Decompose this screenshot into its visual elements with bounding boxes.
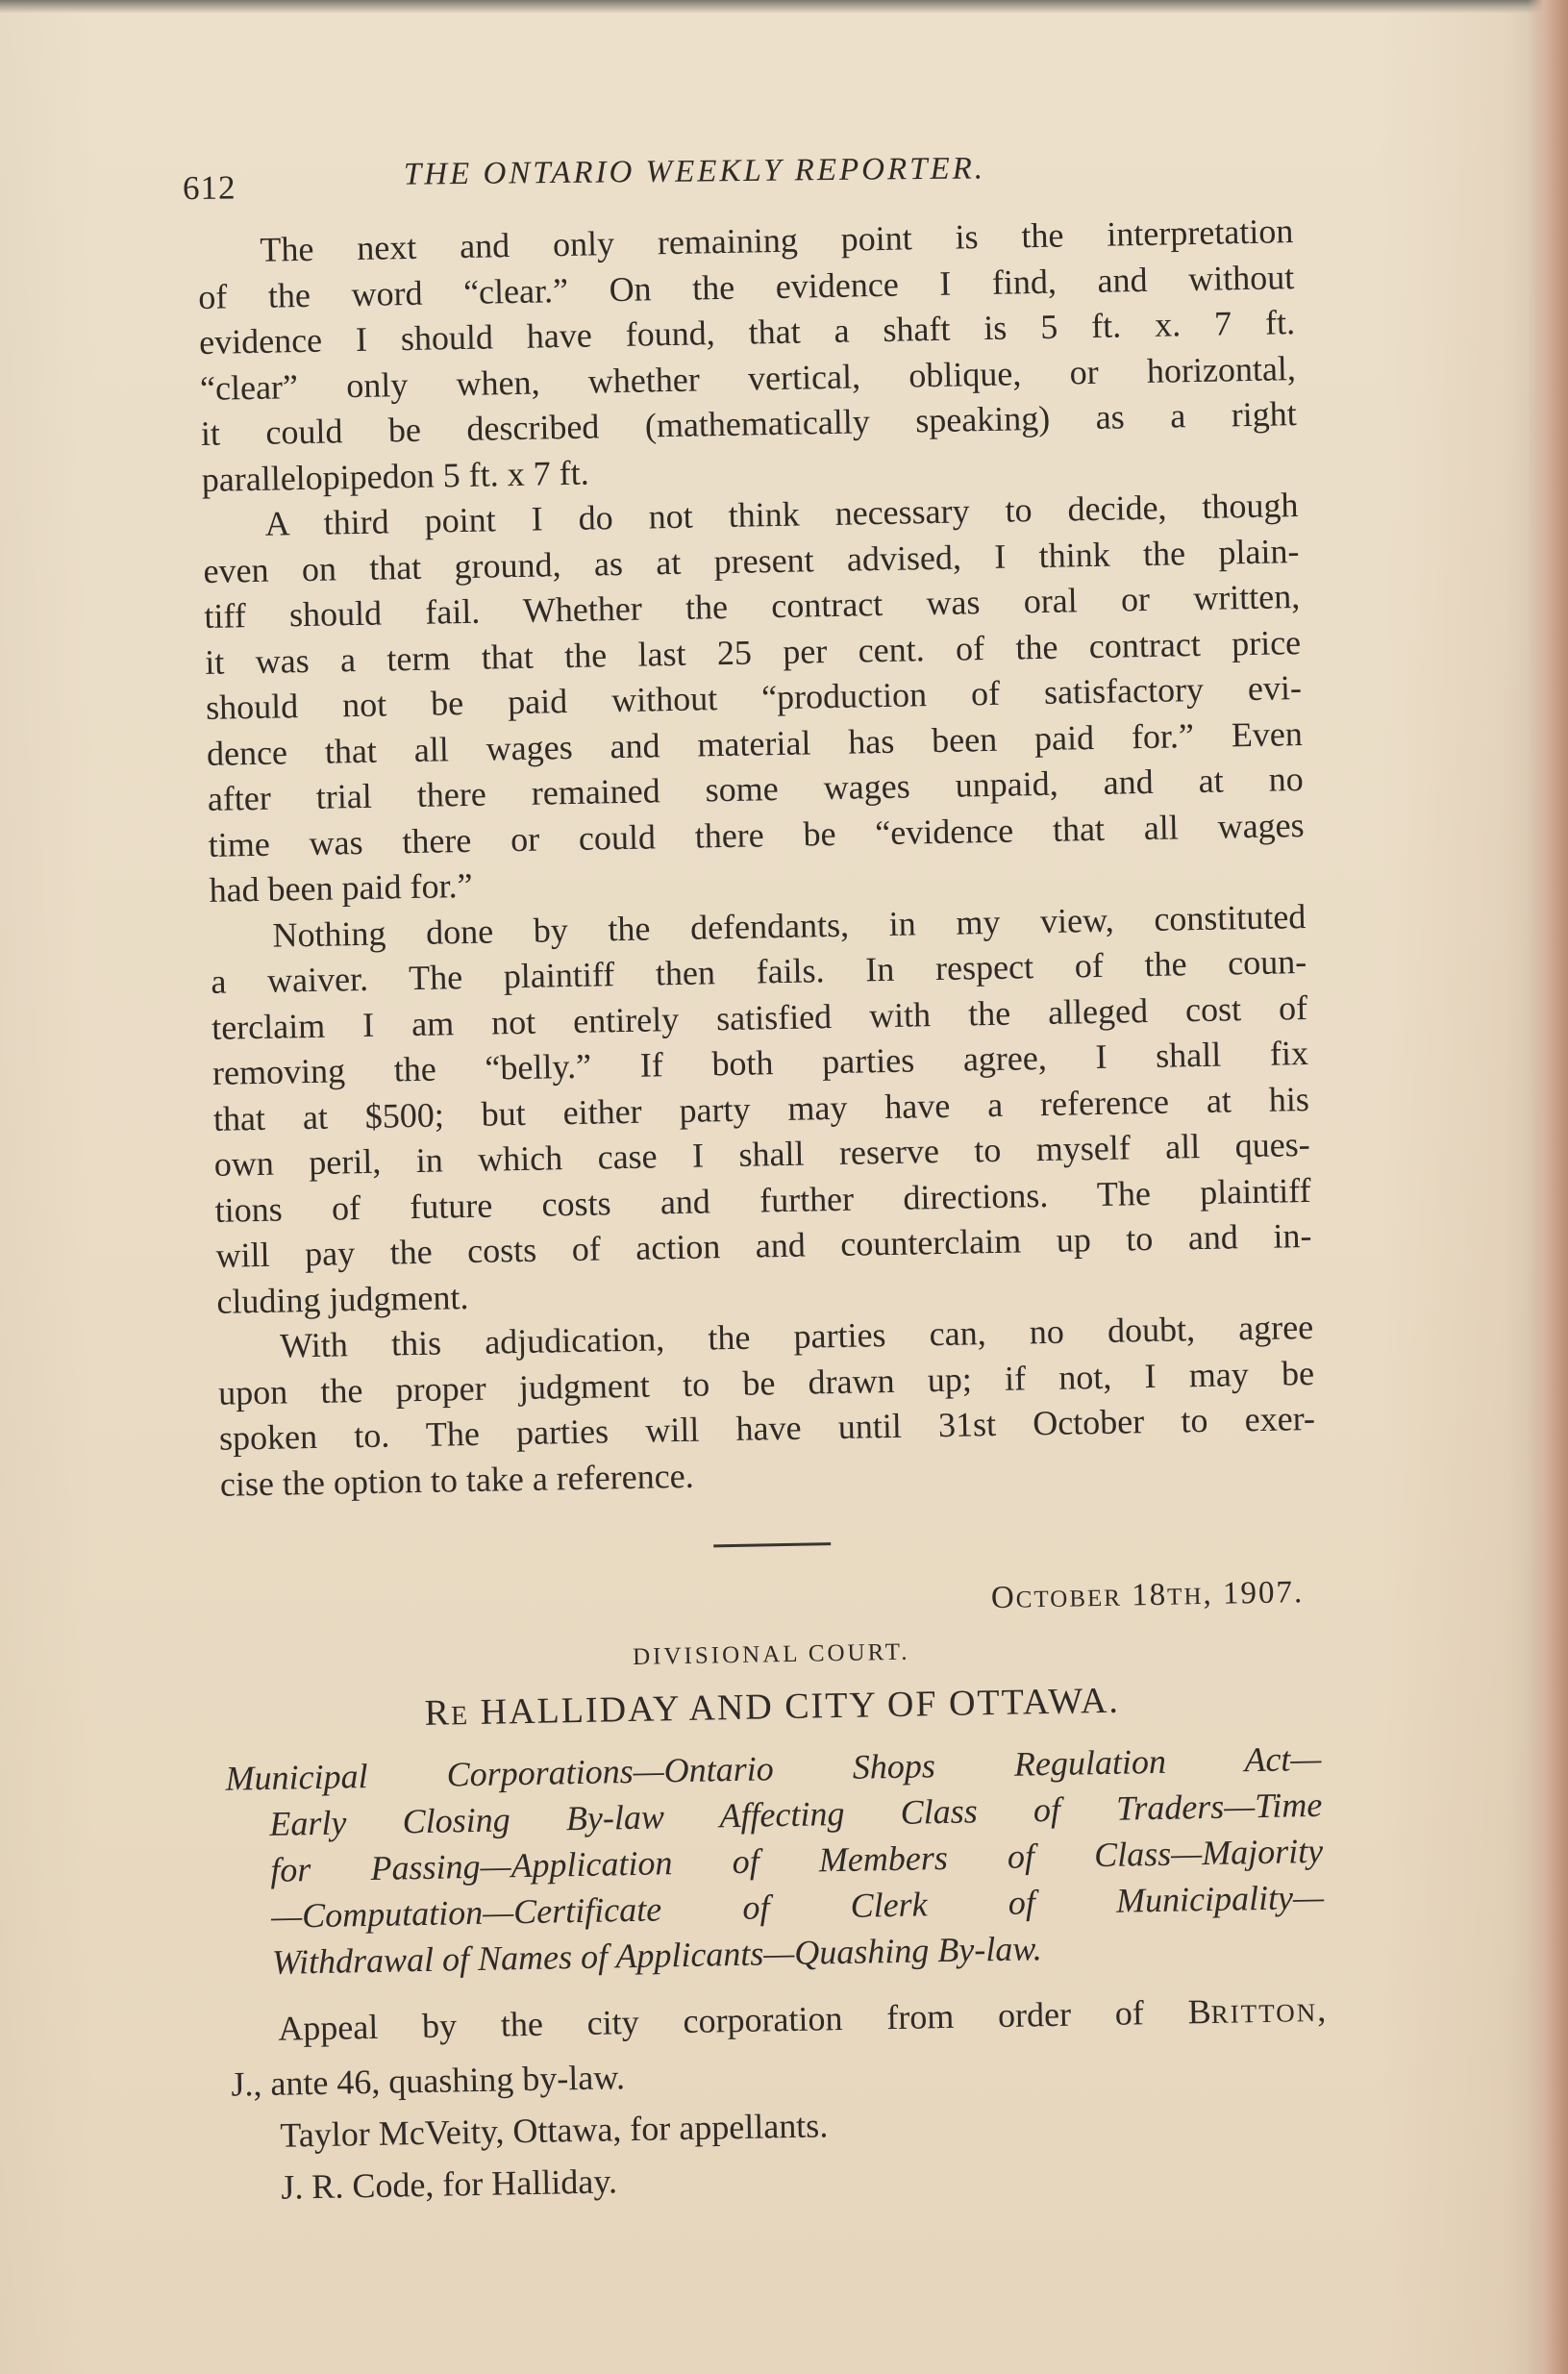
text-line: cise the option to take a reference.	[219, 1456, 694, 1504]
judge-name-rest: RITTON	[1210, 1997, 1318, 2029]
text-line: that at $500; but either party may have a reference at his	[212, 1079, 1310, 1138]
text-line: tions of future costs and further directions. The plaintiff	[214, 1170, 1311, 1230]
paragraph	[202, 483, 1306, 913]
appeal-line-2: J., ante 46, quashing by-law.	[231, 2058, 626, 2104]
text-line: had been paid for.”	[209, 865, 473, 910]
page-body	[197, 209, 1330, 2214]
text-line: “clear” only when, whether vertical, oblique, or horizontal,	[199, 348, 1297, 408]
appeal-line-1-prefix: Appeal by the city corporation from order of	[277, 1992, 1189, 2048]
headnote-line: Early Closing By-law Affecting Class of Traders—Time	[269, 1785, 1323, 1843]
text-line: dence that all wages and material has been paid for.” Even	[206, 713, 1304, 773]
case-title-rest: HALLIDAY AND CITY OF OTTAWA.	[468, 1680, 1121, 1734]
page-right-edge	[1528, 0, 1568, 2374]
headnote-line: Withdrawal of Names of Applicants—Quashing By-law.	[271, 1929, 1042, 1982]
paragraph	[210, 893, 1313, 1324]
text-line: The next and only remaining point is the interpretation	[260, 212, 1294, 269]
case-title-re-rest: E	[450, 1701, 470, 1732]
text-line: spoken to. The parties will have until 31st October to exer-	[218, 1398, 1316, 1458]
case-title-re-first: R	[424, 1692, 452, 1734]
text-line: of the word “clear.” On the evidence I find, and without	[197, 257, 1295, 316]
date-day-suffix: TH	[1166, 1584, 1204, 1611]
page-number: 612	[182, 168, 236, 208]
headnote	[225, 1736, 1325, 1987]
headnote-line: —Computation—Certificate of Clerk of Municipality—	[270, 1877, 1325, 1936]
case-title	[224, 1676, 1321, 1738]
counsel-respondent: J. R. Code, for Halliday.	[280, 2162, 618, 2207]
date-first-letter: O	[990, 1580, 1017, 1616]
text-line: will pay the costs of action and counterclaim up to and in-	[215, 1215, 1312, 1275]
judgment-text	[197, 209, 1316, 1508]
date-month-rest: CTOBER	[1015, 1585, 1123, 1613]
headnote-line: for Passing—Application of Members of Class—Majority	[269, 1831, 1324, 1889]
text-line: Nothing done by the defendants, in my view, constituted	[272, 896, 1307, 955]
page-top-shadow	[0, 0, 1568, 13]
text-line: own peril, in which case I shall reserve to myself all ques-	[213, 1124, 1311, 1184]
text-line: terclaim I am not entirely satisfied with the alleged cost of	[211, 987, 1308, 1047]
date-day: 18	[1131, 1577, 1168, 1613]
text-line: it could be described (mathematically speaking) as a right	[200, 394, 1298, 453]
text-line: it was a term that the last 25 per cent. of the contract price	[204, 622, 1302, 682]
text-line: With this adjudication, the parties can, no doubt, agree	[279, 1307, 1314, 1365]
appeal-line-1-suffix: ,	[1316, 1989, 1327, 2029]
judge-first-letter: B	[1187, 1991, 1212, 2032]
date-year: , 1907.	[1203, 1575, 1305, 1612]
running-head: THE ONTARIO WEEKLY REPORTER.	[403, 151, 986, 192]
section-rule	[713, 1542, 831, 1547]
text-line: should not be paid without “production of satisfactory evi-	[205, 668, 1303, 727]
text-line: a waiver. The plaintiff then fails. In respect of the coun-	[210, 941, 1307, 1001]
counsel-appellants: Taylor McVeity, Ottawa, for appellants.	[279, 2106, 829, 2155]
text-line: after trial there remained some wages unpaid, and at no	[207, 760, 1305, 818]
text-line: removing the “belly.” If both parties agree, I shall fix	[212, 1033, 1309, 1092]
paragraph	[217, 1305, 1316, 1508]
text-line: time was there or could there be “evidence that all wages	[208, 805, 1305, 864]
text-line: A third point I do not think necessary to decide, though	[264, 486, 1299, 543]
text-line: parallelopipedon 5 ft. x 7 ft.	[201, 453, 589, 499]
text-line: upon the proper judgment to be drawn up; if not, I may be	[217, 1353, 1315, 1412]
appeal-section	[230, 1984, 1330, 2214]
text-line: evidence I should have found, that a shaft is 5 ft. x. 7 ft.	[198, 303, 1296, 362]
paragraph	[197, 209, 1298, 503]
text-line: even on that ground, as at present advised, I think the plain-	[203, 531, 1300, 590]
page-header	[183, 148, 1299, 217]
text-line: cluding judgment.	[216, 1277, 469, 1321]
decision-date	[222, 1575, 1318, 1631]
text-line: tiff should fail. Whether the contract was oral or written,	[204, 577, 1301, 636]
court-name: DIVISIONAL COURT.	[632, 1638, 910, 1670]
headnote-line: Municipal Corporations—Ontario Shops Regulation Act—	[225, 1738, 1322, 1798]
